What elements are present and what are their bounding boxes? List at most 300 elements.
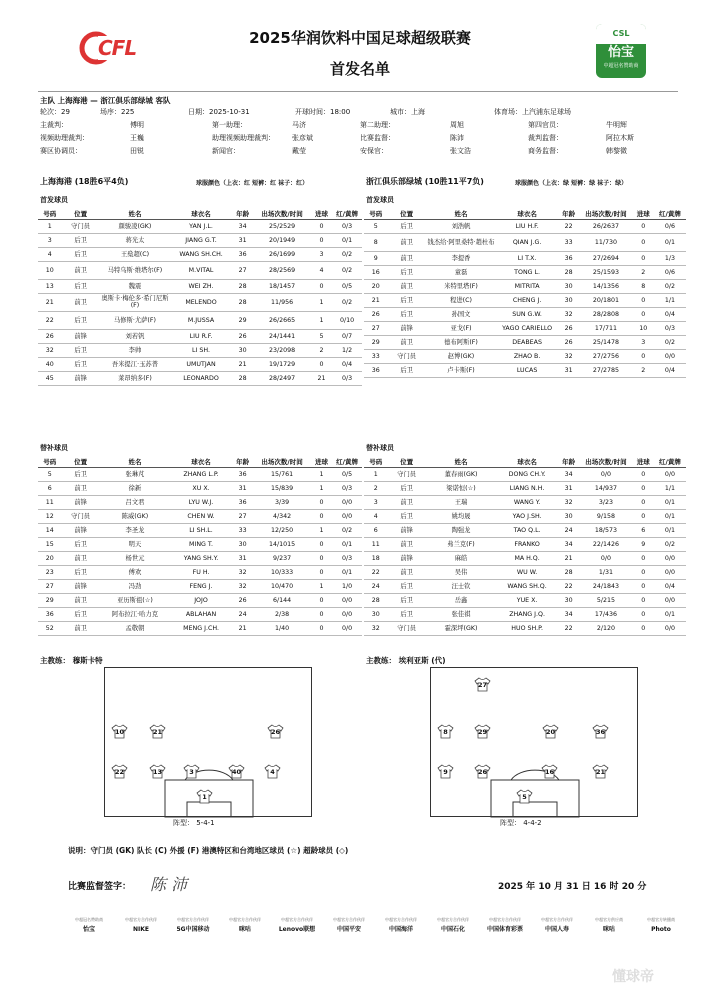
column-header: 位置 bbox=[387, 208, 425, 219]
player-cell: 后卫 bbox=[387, 579, 425, 593]
player-cell: 14/1015 bbox=[253, 537, 311, 551]
player-cell: 0 bbox=[311, 565, 332, 579]
home-formation: 阵型： 5-4-1 bbox=[173, 819, 215, 827]
player-cell: MA H.Q. bbox=[496, 551, 558, 565]
player-shirt-icon bbox=[149, 764, 166, 779]
player-cell: 0/5 bbox=[332, 467, 362, 481]
player-cell: WANG SH.Q. bbox=[496, 579, 558, 593]
player-cell: 1/3 bbox=[654, 251, 686, 265]
player-cell: 0/3 bbox=[654, 321, 686, 335]
sponsor-logo bbox=[220, 916, 270, 950]
player-cell: 20/1949 bbox=[253, 233, 311, 247]
player-row bbox=[364, 321, 686, 335]
player-shirt-icon bbox=[592, 764, 609, 779]
sponsor-tier: 中超官方合作伙伴 bbox=[541, 917, 573, 922]
shirt-number: 21 bbox=[595, 768, 606, 776]
watermark: 懂球帝 bbox=[612, 969, 654, 985]
player-row bbox=[364, 509, 686, 523]
column-header: 号码 bbox=[364, 208, 387, 219]
column-header: 进球 bbox=[633, 456, 654, 467]
player-cell: 前卫 bbox=[61, 621, 99, 635]
player-cell: CHEN W. bbox=[170, 509, 232, 523]
player-cell: 0 bbox=[633, 607, 654, 621]
player-row bbox=[364, 363, 686, 377]
player-cell: 0 bbox=[311, 279, 332, 293]
player-cell: 6/144 bbox=[253, 593, 311, 607]
player-cell: 0/0 bbox=[579, 551, 632, 565]
player-cell: 21 bbox=[232, 357, 253, 371]
player-row bbox=[38, 621, 362, 635]
player-row bbox=[38, 537, 362, 551]
player-cell: 1 bbox=[311, 481, 332, 495]
pitch-lines bbox=[431, 668, 639, 818]
away-team-name: 浙江俱乐部绿城 (10胜11平7负) bbox=[366, 177, 484, 186]
info-value: 傅明 bbox=[130, 121, 144, 129]
player-cell: 32 bbox=[364, 621, 387, 635]
player-cell: 0 bbox=[633, 219, 654, 233]
player-cell: 29 bbox=[364, 335, 387, 349]
player-cell: 2/120 bbox=[579, 621, 632, 635]
player-row bbox=[38, 311, 362, 329]
player-cell: 马修斯·尤萨(F) bbox=[100, 311, 170, 329]
player-row bbox=[364, 565, 686, 579]
player-row bbox=[38, 233, 362, 247]
player-row bbox=[38, 293, 362, 311]
sign-date: 2025 年 10 月 31 日 16 时 20 分 bbox=[498, 882, 647, 892]
player-cell: 21 bbox=[364, 293, 387, 307]
player-cell: 0/3 bbox=[332, 551, 362, 565]
player-cell: 0 bbox=[633, 579, 654, 593]
player-cell: 0 bbox=[633, 307, 654, 321]
sponsor-logo bbox=[324, 916, 374, 950]
player-shirt-icon bbox=[474, 677, 491, 692]
player-cell: 前锋 bbox=[61, 329, 99, 343]
player-cell: 魏震 bbox=[100, 279, 170, 293]
player-cell: 24 bbox=[232, 607, 253, 621]
sponsor-logo bbox=[584, 916, 634, 950]
player-cell: 守门员 bbox=[387, 349, 425, 363]
player-cell: 33 bbox=[232, 523, 253, 537]
player-cell: 1/1 bbox=[654, 481, 686, 495]
away-kit-colors: 球服颜色（上衣：绿 短裤：绿 袜子：绿） bbox=[515, 180, 628, 187]
player-cell: M.VITAL bbox=[170, 261, 232, 279]
home-starters-title: 首发球员 bbox=[40, 196, 68, 204]
player-cell: 阿布拉江·哈力克 bbox=[100, 607, 170, 621]
player-cell: 前卫 bbox=[387, 251, 425, 265]
player-cell: 15/839 bbox=[253, 481, 311, 495]
player-row bbox=[38, 247, 362, 261]
player-cell: 9/158 bbox=[579, 509, 632, 523]
shirt-number: 26 bbox=[270, 728, 281, 736]
player-cell: 0 bbox=[633, 551, 654, 565]
player-cell: 前卫 bbox=[61, 481, 99, 495]
player-cell: 28 bbox=[232, 371, 253, 385]
player-cell: 0 bbox=[633, 233, 654, 251]
player-cell: 0/7 bbox=[332, 329, 362, 343]
player-cell: 31 bbox=[558, 363, 579, 377]
player-cell: 30 bbox=[558, 279, 579, 293]
player-cell: 前卫 bbox=[387, 565, 425, 579]
player-cell: 前卫 bbox=[61, 551, 99, 565]
player-cell: 33 bbox=[364, 349, 387, 363]
player-shirt-icon bbox=[111, 764, 128, 779]
player-cell: 前卫 bbox=[61, 261, 99, 279]
player-cell: 9/237 bbox=[253, 551, 311, 565]
sponsor-name: 咪咕 bbox=[238, 926, 251, 933]
player-shirt-icon bbox=[228, 764, 245, 779]
player-cell: 27 bbox=[232, 261, 253, 279]
player-cell: 25/2529 bbox=[253, 219, 311, 233]
player-cell: 21 bbox=[38, 293, 61, 311]
sponsor-tier: 中超官方转播商 bbox=[647, 917, 675, 922]
player-cell: 0 bbox=[311, 509, 332, 523]
player-cell: 1 bbox=[311, 523, 332, 537]
player-row bbox=[364, 233, 686, 251]
shirt-number: 22 bbox=[114, 768, 125, 776]
player-cell: 0/0 bbox=[579, 467, 632, 481]
csl-logo-top: CSL bbox=[596, 24, 646, 44]
player-cell: 0/1 bbox=[332, 537, 362, 551]
player-shirt-icon bbox=[183, 764, 200, 779]
sponsor-name: 中国平安 bbox=[336, 926, 361, 933]
player-cell: WANG Y. bbox=[496, 495, 558, 509]
player-cell: 22 bbox=[38, 311, 61, 329]
player-cell: 1 bbox=[311, 467, 332, 481]
player-shirt-icon bbox=[437, 764, 454, 779]
shirt-number: 3 bbox=[189, 768, 194, 776]
player-cell: 徐新 bbox=[100, 481, 170, 495]
player-row bbox=[38, 593, 362, 607]
player-cell: 32 bbox=[558, 495, 579, 509]
column-header: 号码 bbox=[38, 208, 61, 219]
player-cell: 3 bbox=[364, 495, 387, 509]
player-cell: 24 bbox=[364, 579, 387, 593]
player-cell: 杨世元 bbox=[100, 551, 170, 565]
player-cell: 16 bbox=[364, 265, 387, 279]
player-cell: 0/1 bbox=[332, 565, 362, 579]
player-cell: 孙国文 bbox=[426, 307, 496, 321]
player-cell: LEONARDO bbox=[170, 371, 232, 385]
player-cell: DONG CH.Y. bbox=[496, 467, 558, 481]
player-cell: XU X. bbox=[170, 481, 232, 495]
player-cell: 1/2 bbox=[332, 343, 362, 357]
info-value: 张文浩 bbox=[450, 147, 471, 155]
column-header: 年龄 bbox=[232, 208, 253, 219]
player-cell: 9 bbox=[633, 537, 654, 551]
player-row bbox=[364, 593, 686, 607]
info-label: 主裁判： bbox=[40, 121, 68, 129]
player-row bbox=[364, 349, 686, 363]
player-cell: 30 bbox=[364, 607, 387, 621]
player-cell: 6 bbox=[38, 481, 61, 495]
player-cell: 0/4 bbox=[654, 363, 686, 377]
player-cell: YANG SH.Y. bbox=[170, 551, 232, 565]
shirt-number: 4 bbox=[270, 768, 275, 776]
sponsor-name: 怡宝 bbox=[82, 926, 95, 933]
player-cell: 0 bbox=[633, 251, 654, 265]
player-cell: 21 bbox=[558, 551, 579, 565]
player-row bbox=[364, 279, 686, 293]
player-cell: 29 bbox=[38, 593, 61, 607]
player-cell: JOJO bbox=[170, 593, 232, 607]
player-cell: 20/1801 bbox=[579, 293, 632, 307]
player-cell: YAGO CARIELLO bbox=[496, 321, 558, 335]
player-cell: M.JUSSA bbox=[170, 311, 232, 329]
shirt-number: 26 bbox=[477, 768, 488, 776]
sponsor-tier: 中超官方合作伙伴 bbox=[385, 917, 417, 922]
sponsor-logo bbox=[480, 916, 530, 950]
sponsor-logo bbox=[636, 916, 686, 950]
sponsor-strip bbox=[64, 916, 684, 950]
shirt-number: 16 bbox=[544, 768, 555, 776]
player-cell: 0/3 bbox=[332, 219, 362, 233]
player-cell: 26 bbox=[38, 329, 61, 343]
player-cell: 22 bbox=[558, 579, 579, 593]
player-cell: MITRITA bbox=[496, 279, 558, 293]
player-row bbox=[364, 551, 686, 565]
column-header: 球衣名 bbox=[170, 456, 232, 467]
player-cell: 0 bbox=[633, 565, 654, 579]
info-value: 张彦斌 bbox=[292, 134, 313, 142]
column-header: 年龄 bbox=[558, 456, 579, 467]
shirt-number: 21 bbox=[152, 728, 163, 736]
player-cell: 28 bbox=[364, 593, 387, 607]
info-value: 戴莹 bbox=[292, 147, 306, 155]
info-value: 马济 bbox=[292, 121, 306, 129]
player-cell: 30 bbox=[232, 343, 253, 357]
player-cell: 26/2637 bbox=[579, 219, 632, 233]
info-label: 赛区协调员： bbox=[40, 147, 82, 155]
player-cell: 17/436 bbox=[579, 607, 632, 621]
player-shirt-icon bbox=[264, 764, 281, 779]
table-header-row bbox=[38, 208, 362, 219]
sponsor-tier: 中超官方合作伙伴 bbox=[177, 917, 209, 922]
player-cell: 守门员 bbox=[61, 219, 99, 233]
column-header: 出场次数/时间 bbox=[253, 208, 311, 219]
player-cell: 前锋 bbox=[387, 551, 425, 565]
player-row bbox=[364, 607, 686, 621]
info-value: 牛明辉 bbox=[606, 121, 627, 129]
player-cell: 19/1729 bbox=[253, 357, 311, 371]
shirt-number: 8 bbox=[443, 728, 448, 736]
player-cell: 17/711 bbox=[579, 321, 632, 335]
player-cell: 米特里塔(F) bbox=[426, 279, 496, 293]
player-cell: MENG J.CH. bbox=[170, 621, 232, 635]
player-cell: LIU R.F. bbox=[170, 329, 232, 343]
player-cell: 麻皓 bbox=[426, 551, 496, 565]
player-shirt-icon bbox=[541, 764, 558, 779]
player-cell: 36 bbox=[232, 467, 253, 481]
player-cell: 梁诺恒(☆) bbox=[426, 481, 496, 495]
player-cell: LIU H.F. bbox=[496, 219, 558, 233]
player-cell: 31 bbox=[232, 481, 253, 495]
player-cell: 0/4 bbox=[654, 579, 686, 593]
player-cell: 0/0 bbox=[654, 551, 686, 565]
player-cell: 傅欢 bbox=[100, 565, 170, 579]
shirt-number: 36 bbox=[595, 728, 606, 736]
player-row bbox=[364, 265, 686, 279]
player-cell: 0/0 bbox=[332, 593, 362, 607]
player-cell: 0/6 bbox=[654, 219, 686, 233]
player-cell: 32 bbox=[558, 307, 579, 321]
sponsor-name: Lenovo联想 bbox=[278, 926, 316, 933]
player-cell: 0 bbox=[311, 219, 332, 233]
column-header: 球衣名 bbox=[496, 208, 558, 219]
player-cell: 1 bbox=[311, 311, 332, 329]
sponsor-name: NIKE bbox=[132, 926, 149, 933]
player-cell: 13 bbox=[38, 279, 61, 293]
player-cell: 2 bbox=[311, 343, 332, 357]
player-cell: 刘若钒 bbox=[100, 329, 170, 343]
player-cell: 10/333 bbox=[253, 565, 311, 579]
player-cell: 0/2 bbox=[332, 247, 362, 261]
sponsor-tier: 中超官方合作伙伴 bbox=[437, 917, 469, 922]
player-cell: 45 bbox=[38, 371, 61, 385]
player-cell: 后卫 bbox=[61, 343, 99, 357]
player-cell: 亚戈(F) bbox=[426, 321, 496, 335]
player-cell: 22 bbox=[364, 565, 387, 579]
shirt-number: 29 bbox=[477, 728, 488, 736]
player-cell: 4 bbox=[311, 261, 332, 279]
player-cell: 0/1 bbox=[332, 233, 362, 247]
player-cell: 0 bbox=[633, 481, 654, 495]
player-cell: 27 bbox=[364, 321, 387, 335]
player-cell: 11/956 bbox=[253, 293, 311, 311]
player-cell: WANG SH.CH. bbox=[170, 247, 232, 261]
player-cell: 26 bbox=[232, 593, 253, 607]
player-cell: 后卫 bbox=[61, 357, 99, 371]
player-cell: 26 bbox=[558, 321, 579, 335]
player-row bbox=[38, 551, 362, 565]
player-cell: 后卫 bbox=[61, 279, 99, 293]
column-header: 红/黄牌 bbox=[332, 456, 362, 467]
info-label: 助理视频助理裁判： bbox=[212, 134, 275, 142]
player-cell: 守门员 bbox=[61, 509, 99, 523]
player-cell: 40 bbox=[38, 357, 61, 371]
player-row bbox=[38, 329, 362, 343]
player-cell: 董春雨(GK) bbox=[426, 467, 496, 481]
player-cell: YAO J.SH. bbox=[496, 509, 558, 523]
sponsor-logo bbox=[532, 916, 582, 950]
player-cell: 后卫 bbox=[387, 265, 425, 279]
player-cell: 后卫 bbox=[61, 247, 99, 261]
match-line: 主队 上海海港 — 浙江俱乐部绿城 客队 bbox=[40, 96, 171, 105]
player-cell: 0/2 bbox=[654, 537, 686, 551]
sponsor-tier: 中超官方合作伙伴 bbox=[125, 917, 157, 922]
player-cell: 11 bbox=[38, 495, 61, 509]
player-cell: 23/2098 bbox=[253, 343, 311, 357]
info-match-no: 场序：225 bbox=[100, 108, 135, 116]
player-cell: CHENG J. bbox=[496, 293, 558, 307]
sponsor-tier: 中超官方供应商 bbox=[595, 917, 623, 922]
player-cell: 10 bbox=[38, 261, 61, 279]
player-cell: 童磊 bbox=[426, 265, 496, 279]
player-cell: 德布阿斯(F) bbox=[426, 335, 496, 349]
info-city: 城市：上海 bbox=[390, 108, 425, 116]
player-cell: 后卫 bbox=[61, 233, 99, 247]
sponsor-logo bbox=[376, 916, 426, 950]
player-cell: 0/1 bbox=[654, 607, 686, 621]
player-cell: 前卫 bbox=[387, 537, 425, 551]
player-cell: 9 bbox=[364, 251, 387, 265]
sponsor-tier: 中超冠名赞助商 bbox=[75, 917, 103, 922]
player-cell: 29 bbox=[232, 311, 253, 329]
player-cell: 0 bbox=[633, 621, 654, 635]
player-row bbox=[38, 607, 362, 621]
player-row bbox=[364, 251, 686, 265]
player-cell: 王燊超(C) bbox=[100, 247, 170, 261]
player-cell: 刘浩帆 bbox=[426, 219, 496, 233]
player-cell: TONG L. bbox=[496, 265, 558, 279]
player-cell: 14/937 bbox=[579, 481, 632, 495]
player-cell: 0 bbox=[311, 495, 332, 509]
player-cell: 姚均晟 bbox=[426, 509, 496, 523]
player-cell: 27 bbox=[38, 579, 61, 593]
column-header: 出场次数/时间 bbox=[253, 456, 311, 467]
info-label: 裁判监督： bbox=[528, 134, 563, 142]
player-cell: 奥斯卡·梅伦多·希门尼斯(F) bbox=[101, 295, 169, 309]
sponsor-name: 中国海洋 bbox=[388, 926, 413, 933]
player-cell: 0 bbox=[311, 357, 332, 371]
player-cell: 34 bbox=[558, 467, 579, 481]
player-shirt-icon bbox=[149, 724, 166, 739]
sponsor-name: 中国人寿 bbox=[544, 926, 569, 933]
column-header: 位置 bbox=[61, 208, 99, 219]
player-row bbox=[38, 279, 362, 293]
player-row bbox=[364, 495, 686, 509]
player-cell: JIANG G.T. bbox=[170, 233, 232, 247]
player-cell: 前卫 bbox=[61, 593, 99, 607]
sponsor-name: Photo bbox=[651, 926, 671, 933]
player-cell: 0/0 bbox=[654, 467, 686, 481]
player-cell: 10/470 bbox=[253, 579, 311, 593]
player-shirt-icon bbox=[516, 789, 533, 804]
player-cell: 24 bbox=[558, 523, 579, 537]
table-header-row bbox=[364, 456, 686, 467]
player-cell: 0/2 bbox=[332, 261, 362, 279]
player-cell: 0/0 bbox=[332, 607, 362, 621]
player-row bbox=[38, 467, 362, 481]
player-cell: 前卫 bbox=[387, 335, 425, 349]
away-starters-table bbox=[364, 208, 686, 378]
player-cell: 32 bbox=[232, 579, 253, 593]
player-cell: 1/0 bbox=[332, 579, 362, 593]
player-shirt-icon bbox=[437, 724, 454, 739]
player-cell: 陈威(GK) bbox=[100, 509, 170, 523]
player-cell: 11/730 bbox=[579, 233, 632, 251]
column-header: 号码 bbox=[364, 456, 387, 467]
player-cell: 4 bbox=[38, 247, 61, 261]
player-cell: 3/39 bbox=[253, 495, 311, 509]
player-cell: 蒋光太 bbox=[100, 233, 170, 247]
player-cell: 5/215 bbox=[579, 593, 632, 607]
home-subs-title: 替补球员 bbox=[40, 444, 68, 452]
player-shirt-icon bbox=[196, 789, 213, 804]
away-formation-pitch bbox=[430, 667, 638, 817]
player-cell: 6 bbox=[633, 523, 654, 537]
sponsor-logo bbox=[428, 916, 478, 950]
player-cell: 前锋 bbox=[387, 321, 425, 335]
player-cell: 27/2756 bbox=[579, 349, 632, 363]
player-cell: 28 bbox=[558, 265, 579, 279]
player-shirt-icon bbox=[267, 724, 284, 739]
player-cell: 26/2665 bbox=[253, 311, 311, 329]
info-value: 田锐 bbox=[130, 147, 144, 155]
player-cell: 20 bbox=[38, 551, 61, 565]
column-header: 姓名 bbox=[100, 456, 170, 467]
player-cell: 张佳祺 bbox=[426, 607, 496, 621]
player-cell: 后卫 bbox=[387, 481, 425, 495]
